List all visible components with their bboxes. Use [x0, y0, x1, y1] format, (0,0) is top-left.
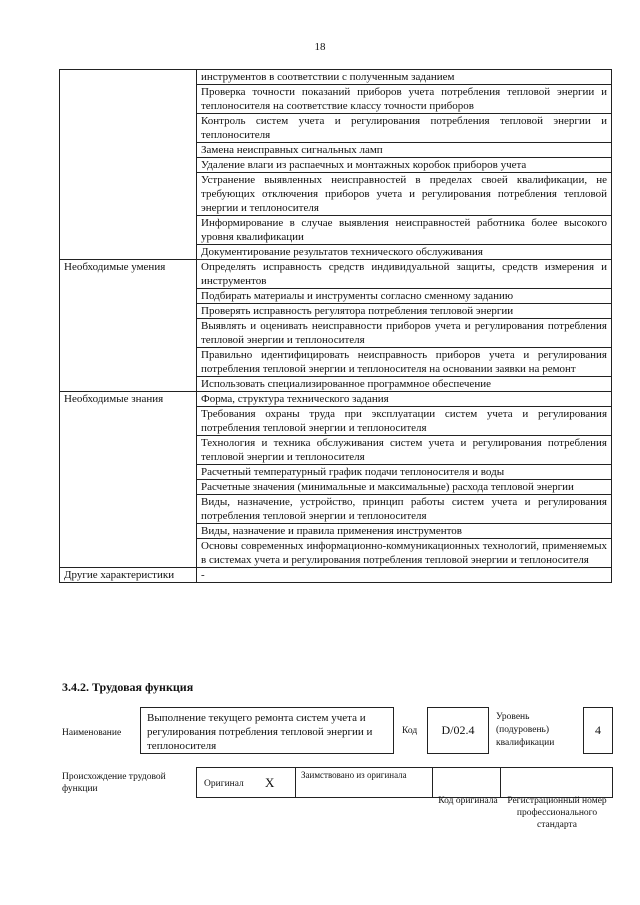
table-cell-item: Виды, назначение и правила применения инструментов [197, 524, 612, 539]
table-cell-item: Замена неисправных сигнальных ламп [197, 143, 612, 158]
row-label: Необходимые знания [60, 392, 197, 568]
table-cell-item: Расчетный температурный график подачи теплоносителя и воды [197, 465, 612, 480]
table-cell-item: Выявлять и оценивать неисправности приборов учета и регулирования потребления тепловой энергии и теплоносителя [197, 319, 612, 348]
original-mark: X [265, 775, 275, 790]
original-label: Оригинал [204, 779, 244, 789]
table-cell-item: Виды, назначение, устройство, принцип работы систем учета и регулирования потребления тепловой энергии и теплоносителя [197, 495, 612, 524]
table-row [60, 260, 612, 289]
table-cell-item: Документирование результатов технического обслуживания [197, 245, 612, 260]
section-title: 3.4.2. Трудовая функция [62, 680, 194, 694]
labor-function-table [59, 69, 612, 583]
page-number: 18 [314, 41, 326, 53]
table-cell-item: Расчетные значения (минимальные и максимальные) расхода тепловой энергии [197, 480, 612, 495]
code-box [427, 707, 489, 754]
table-cell-item: - [197, 568, 612, 583]
name-value: Выполнение текущего ремонта систем учета и регулирования потребления тепловой энергии и теплоносителя [147, 712, 373, 752]
borrowed-label: Заимствовано из оригинала [301, 770, 407, 780]
table-row [60, 392, 612, 407]
table-cell-item: Технология и техника обслуживания систем учета и регулирования потребления тепловой энергии и теплоносителя [197, 436, 612, 465]
table-row [60, 70, 612, 85]
origin-divider [295, 768, 296, 797]
origin-box [196, 767, 433, 798]
row-label: Другие характеристики [60, 568, 197, 583]
table-cell-item: Устранение выявленных неисправностей в пределах своей квалификации, не требующих отключения приборов учета и регулирования потребления тепловой энергии и теплоносителя [197, 173, 612, 216]
table-cell-item: Основы современных информационно-коммуникационных технологий, применяемых в системах учета и регулирования потребления тепловой энергии и теплоносителя [197, 539, 612, 568]
table-cell-item: Удаление влаги из распаечных и монтажных коробок приборов учета [197, 158, 612, 173]
table-cell-item: Правильно идентифицировать неисправность приборов учета и регулирования потребления тепловой энергии и теплоносителя на основании заявки на ремонт [197, 348, 612, 377]
reg-number-label: Регистрационный номер профессионального стандарта [507, 796, 607, 830]
origin-code-label: Код оригинала [438, 796, 498, 806]
table-cell-item: Требования охраны труда при эксплуатации систем учета и регулирования потребления тепловой энергии и теплоносителя [197, 407, 612, 436]
table-cell-item: Форма, структура технического задания [197, 392, 612, 407]
table-row [60, 568, 612, 583]
name-box [140, 707, 394, 754]
reg-number-box [500, 767, 613, 798]
table-cell-item: Проверять исправность регулятора потребления тепловой энергии [197, 304, 612, 319]
level-box [583, 707, 613, 754]
table-cell-item: Использовать специализированное программное обеспечение [197, 377, 612, 392]
table-cell-item: Контроль систем учета и регулирования потребления тепловой энергии и теплоносителя [197, 114, 612, 143]
table-cell-item: Информирование в случае выявления неисправностей работника более высокого уровня квалификации [197, 216, 612, 245]
code-label: Код [402, 726, 418, 736]
row-label [60, 70, 197, 260]
table-cell-item: Определять исправность средств индивидуальной защиты, средств измерения и инструментов [197, 260, 612, 289]
origin-label: Происхождение трудовой функции [62, 772, 166, 794]
table-cell-item: Подбирать материалы и инструменты согласно сменному заданию [197, 289, 612, 304]
table-cell-item: Проверка точности показаний приборов учета потребления тепловой энергии и теплоносителя на соответствие классу точности приборов [197, 85, 612, 114]
level-value: 4 [595, 723, 601, 737]
origin-code-box [432, 767, 501, 798]
table-cell-item: инструментов в соответствии с полученным заданием [197, 70, 612, 85]
name-label: Наименование [62, 728, 122, 738]
row-label: Необходимые умения [60, 260, 197, 392]
level-label: Уровень (подуровень) квалификации [496, 712, 555, 748]
code-value: D/02.4 [441, 723, 475, 737]
